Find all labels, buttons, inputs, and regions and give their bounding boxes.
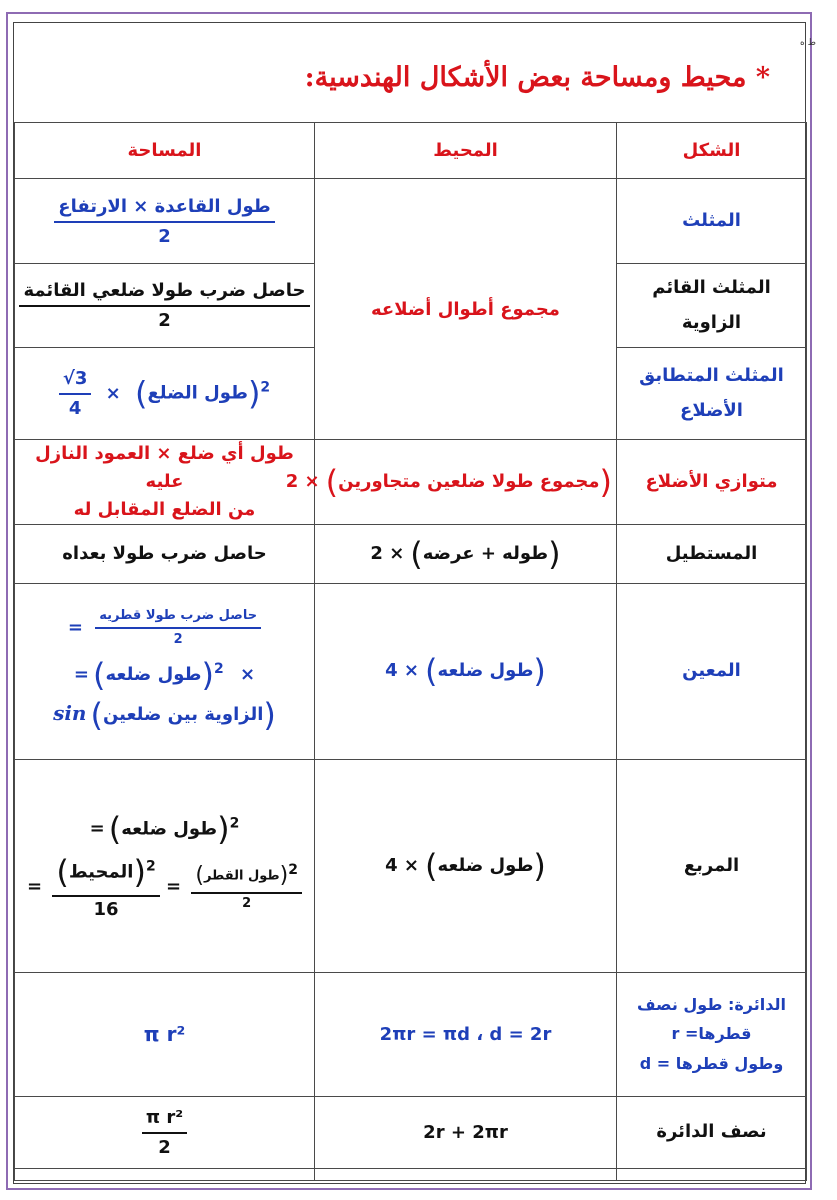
perimeter-square: 4 × (طول ضلعه) — [315, 759, 617, 972]
table-footer-row — [15, 1168, 807, 1180]
semicircle-area-fraction — [142, 1107, 187, 1158]
perimeter-text: المحيط — [68, 861, 134, 883]
rhombus-area-line-3: sin (الزاوية بين ضلعين) — [53, 696, 276, 735]
shape-triangle: المثلث — [617, 179, 807, 264]
header-shape: الشكل — [617, 123, 807, 179]
times-sign: × — [239, 664, 256, 686]
row-triangle — [15, 179, 807, 264]
circle-perimeter-formula: 2πr = πd ، d = 2r — [379, 1023, 552, 1045]
exponent: 2 — [260, 379, 271, 396]
diagonal-text: طول القطر — [203, 868, 280, 884]
fraction-numerator: π r² — [142, 1107, 187, 1134]
perimeter-inner: طول ضلعه — [437, 660, 534, 682]
circle-area-formula: π r² — [143, 1022, 186, 1047]
fraction-numerator: (طول القطر)2 — [191, 862, 302, 894]
page-title: * محيط ومساحة بعض الأشكال الهندسية: — [304, 62, 770, 93]
fraction-denominator: 16 — [93, 898, 119, 920]
row-rectangle — [15, 524, 807, 583]
area-semicircle — [15, 1096, 315, 1168]
row-square — [15, 759, 807, 972]
area-square — [15, 759, 315, 972]
equals-sign: = — [67, 616, 83, 638]
side-length-text: طول الضلع — [147, 382, 248, 404]
coef-numerator: √3 — [59, 368, 92, 395]
perimeter-factor: 4 × — [385, 854, 419, 876]
square-area-line-2 — [166, 862, 302, 912]
shape-rectangle: المستطيل — [617, 524, 807, 583]
shape-right-triangle: المثلث القائم الزاوية — [617, 264, 807, 348]
perimeter-rectangle: 2 × (طوله + عرضه) — [315, 524, 617, 583]
fraction-denominator: 2 — [158, 1136, 171, 1158]
rhombus-area-line-2: = (طول ضلعه)$^2$ × — [73, 655, 256, 694]
row-semicircle — [15, 1096, 807, 1168]
fraction-numerator: طول القاعدة × الارتفاع — [54, 196, 274, 223]
shape-line-2: الأضلاع — [680, 399, 743, 421]
header-area: المساحة — [15, 123, 315, 179]
equals-sign: = — [89, 818, 105, 840]
diagonals-fraction — [95, 608, 261, 648]
semicircle-perimeter-formula: 2r + 2πr — [423, 1121, 508, 1143]
area-line-1: طول أي ضلع × العمود النازل عليه — [35, 443, 294, 492]
fraction-numerator: حاصل ضرب طولا ضلعي القائمة — [19, 280, 309, 307]
shape-rhombus: المعين — [617, 583, 807, 759]
side-length-text: طول ضلعه — [121, 818, 218, 840]
fraction-numerator: (المحيط)$^2$ — [52, 854, 159, 897]
row-circle — [15, 972, 807, 1096]
rhombus-area-line-1 — [68, 608, 261, 648]
exponent: 2 — [145, 858, 156, 875]
perimeter-semicircle — [315, 1096, 617, 1168]
fraction-denominator: 2 — [158, 225, 171, 247]
shape-semicircle: نصف الدائرة — [617, 1096, 807, 1168]
perimeter-fraction — [52, 854, 159, 920]
coef-fraction — [59, 368, 92, 419]
perimeter-parallelogram: 2 × (مجموع طولا ضلعين متجاورين) — [315, 440, 617, 525]
square-area-line-1: = (طول ضلعه)$^2$ — [89, 810, 240, 849]
perimeter-factor: 2 × — [370, 542, 405, 564]
sin-function: sin — [53, 701, 87, 726]
perimeter-factor: 4 × — [385, 660, 419, 682]
perimeter-circle — [315, 972, 617, 1096]
fraction-denominator: 2 — [158, 310, 171, 331]
area-circle — [15, 972, 315, 1096]
area-right-triangle — [15, 264, 315, 348]
coef-denominator: 4 — [68, 398, 82, 419]
angle-text: الزاوية بين ضلعين — [102, 704, 264, 726]
area-rhombus — [15, 583, 315, 759]
fraction-denominator: 2 — [242, 896, 252, 912]
perimeter-inner: طول ضلعه — [437, 854, 534, 876]
shapes-table — [14, 122, 807, 1181]
times-sign: × — [105, 382, 121, 404]
fraction-numerator: حاصل ضرب طولا قطريه — [95, 608, 261, 630]
area-triangle-fraction — [54, 196, 274, 247]
row-rhombus — [15, 583, 807, 759]
table-header-row — [15, 123, 807, 179]
shape-line-2: قطرها= r — [671, 1024, 752, 1044]
area-line-2: من الضلع المقابل له — [73, 498, 256, 520]
shape-parallelogram: متوازي الأضلاع — [617, 440, 807, 525]
square-area-line-3 — [27, 854, 160, 920]
perimeter-inner: مجموع طولا ضلعين متجاورين — [338, 470, 600, 492]
equals-sign: = — [166, 876, 182, 898]
exponent: 2 — [229, 815, 240, 832]
fraction-denominator: 2 — [173, 632, 183, 648]
exponent: 2 — [213, 661, 224, 678]
perimeter-factor: 2 × — [285, 470, 320, 492]
shape-line-1: الدائرة: طول نصف — [637, 994, 786, 1014]
area-right-triangle-fraction — [19, 280, 309, 331]
row-parallelogram — [15, 440, 807, 525]
shape-line-1: المثلث المتطابق — [639, 365, 784, 387]
shape-square: المربع — [617, 759, 807, 972]
side-length-text: طول ضلعه — [105, 664, 202, 686]
shape-circle — [617, 972, 807, 1096]
area-triangle — [15, 179, 315, 264]
area-rectangle: حاصل ضرب طولا بعداه — [15, 524, 315, 583]
area-parallelogram — [15, 440, 315, 525]
equals-sign: = — [27, 876, 43, 898]
corner-mark: ط ه — [800, 38, 816, 48]
diagonal-fraction — [191, 862, 302, 912]
header-perimeter: المحيط — [315, 123, 617, 179]
shape-line-3: وطول قطرها = d — [639, 1053, 784, 1073]
area-equilateral: $\frac{√3}{4}$ × (طول الضلع)$^2$ — [15, 348, 315, 440]
perimeter-inner: طوله + عرضه — [422, 542, 549, 564]
perimeter-rhombus: 4 × (طول ضلعه) — [315, 583, 617, 759]
equals-sign: = — [73, 664, 90, 686]
exponent: 2 — [288, 861, 298, 878]
perimeter-triangles: مجموع أطوال أضلاعه — [315, 179, 617, 440]
shape-equilateral — [617, 348, 807, 440]
